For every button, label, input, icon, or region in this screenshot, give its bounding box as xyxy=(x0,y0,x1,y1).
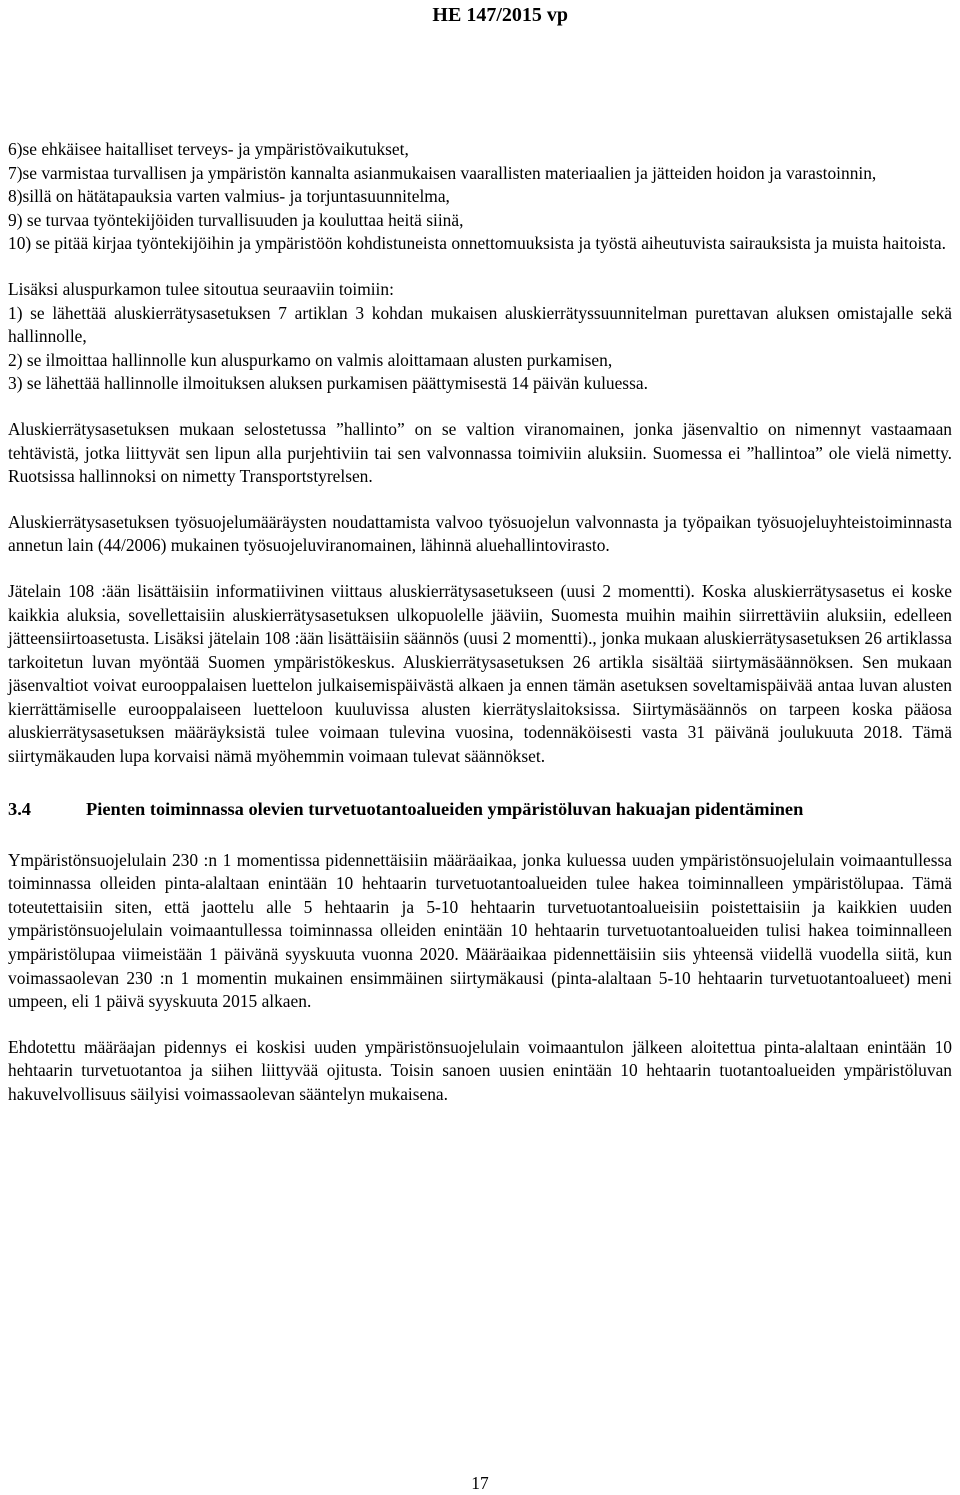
page-number: 17 xyxy=(471,1473,489,1493)
section-heading xyxy=(8,797,952,821)
document-id: HE 147/2015 vp xyxy=(432,4,568,26)
list-item: 10) se pitää kirjaa työntekijöihin ja ympäristöön kohdistuneista onnettomuuksista ja työstä aiheutuvista sairauksista ja muista haitoista. xyxy=(8,233,946,254)
list-item: 8)sillä on hätätapauksia varten valmius- ja torjuntasuunnitelma, xyxy=(8,186,450,207)
obligations-intro: Lisäksi aluspurkamon tulee sitoutua seuraaviin toimiin: xyxy=(8,278,394,299)
page-content xyxy=(8,138,952,1107)
list-item: 7)se varmistaa turvallisen ja ympäristön kannalta asianmukaisen vaarallisten materiaalien ja jätteiden hoidon ja varastoinnin, xyxy=(8,162,877,183)
section-title: Pienten toiminnassa olevien turvetuotantoalueiden ympäristöluvan hakuajan pidentäminen xyxy=(86,798,804,819)
list-item: 3) se lähettää hallinnolle ilmoituksen aluksen purkamisen päättymisestä 14 päivän kuluessa. xyxy=(8,373,648,394)
obligations-block xyxy=(8,278,952,396)
paragraph-hallinto: Aluskierrätysasetuksen mukaan selostetussa ”hallinto” on se valtion viranomainen, jonka jäsenvaltio on nimennyt vastaamaan tehtävistä, jotka liittyvät sen lipun alla purjehtiviin tai sen valvonnassa toimiviin aluksiin. Suomessa ei ”hallintoa” ole vielä nimetty. Ruotsissa hallinnoksi on nimetty Transportstyrelsen. xyxy=(8,418,952,487)
paragraph-maaraajan-pidennys: Ehdotettu määräajan pidennys ei koskisi uuden ympäristönsuojelulain voimaantulon jälkeen aloitettua pinta-alaltaan enintään 10 hehtaarin turvetuotantoa ja siihen liittyvää ojitusta. Toisin sanoen uusien enintään 10 hehtaarin tuotantoalueiden ympäristöluvan hakuvelvollisuus säilyisi voimassaolevan sääntelyn mukaisena. xyxy=(8,1036,952,1104)
paragraph-ymparistonsuojelulaki: Ympäristönsuojelulain 230 :n 1 momentissa pidennettäisiin määräaikaa, jonka kuluessa uuden ympäristönsuojelulain voimaantullessa toiminnassa olleiden pinta-alaltaan enintään 10 hehtaarin turvetuotantoalueiden tulee hakea toiminnalleen ympäristölupaa. Tämä toteutettaisiin siten, että jaottelu alle 5 hehtaarin ja 5-10 hehtaarin turvetuotantoalueisiin poistettaisiin ja kaikkien uuden ympäristönsuojelulain voimaantullessa toiminnassa olleiden enintään 10 hehtaarin turvetuotantoalueiden tulisi hakea toiminnalleen ympäristölupaa viimeistään 1 päivänä syyskuuta vuonna 2020. Määräaikaa pidennettäisiin siis yhteensä viidellä vuodella siitä, kun voimassaolevan 230 :n 1 momentin mukainen ensimmäinen siirtymäkausi (pinta-alaltaan 5-10 hehtaarin turvetuotantoalueet) meni umpeen, eli 1 päivä syyskuuta 2015 alkaen. xyxy=(8,849,952,1012)
requirements-list xyxy=(8,138,952,256)
list-item: 9) se turvaa työntekijöiden turvallisuuden ja kouluttaa heitä siinä, xyxy=(8,209,464,230)
paragraph-jatelaki: Jätelain 108 :ään lisättäisiin informatiivinen viittaus aluskierrätysasetukseen (uusi 2 momentti). Koska aluskierrätysasetus ei koske kaikkia aluksia, sovellettaisiin aluskierrätysasetuksen ulkopuolelle jääviin, Suomesta muihin maihin siirrettäviin aluksiin, edelleen jätteensiirtoasetusta. Lisäksi jätelain 108 :ään lisättäisiin säännös (uusi 2 momentti)., jonka mukaan aluskierrätysasetuksen 26 artiklassa tarkoitetun luvan myöntää Suomen ympäristökeskus. Aluskierrätysasetuksen 26 artikla sisältää siirtymäsäännöksen. Sen mukaan jäsenvaltiot voivat eurooppalaisen luettelon julkaisemispäivästä alkaen ja ennen tämän asetuksen soveltamispäivää antaa luvan alusten kierrättämiselle eurooppalaiseen luetteloon kuuluvissa alusten kierrätyslaitoksissa. Siirtymäsäännös on tarpeen koska pääosa aluskierrätysasetuksen määräyksistä tulee voimaan tulevina vuosina, todennäköisesti vasta 31 päivänä joulukuuta 2018. Tämä siirtymäkauden lupa korvaisi nämä myöhemmin voimaan tulevat säännökset. xyxy=(8,580,952,767)
section-number: 3.4 xyxy=(8,798,31,819)
list-item: 1) se lähettää aluskierrätysasetuksen 7 artiklan 3 kohdan mukaisen aluskierrätyssuunnitelman purettavan aluksen omistajalle sekä hallinnolle, xyxy=(8,302,952,347)
list-item: 2) se ilmoittaa hallinnolle kun aluspurkamo on valmis aloittamaan alusten purkamisen, xyxy=(8,349,613,370)
paragraph-tyosuojelu: Aluskierrätysasetuksen työsuojelumääräysten noudattamista valvoo työsuojelun valvonnasta ja työpaikan työsuojeluyhteistoiminnasta annetun lain (44/2006) mukainen työsuojeluviranomainen, lähinnä aluehallintovirasto. xyxy=(8,511,952,556)
list-item: 6)se ehkäisee haitalliset terveys- ja ympäristövaikutukset, xyxy=(8,139,409,159)
